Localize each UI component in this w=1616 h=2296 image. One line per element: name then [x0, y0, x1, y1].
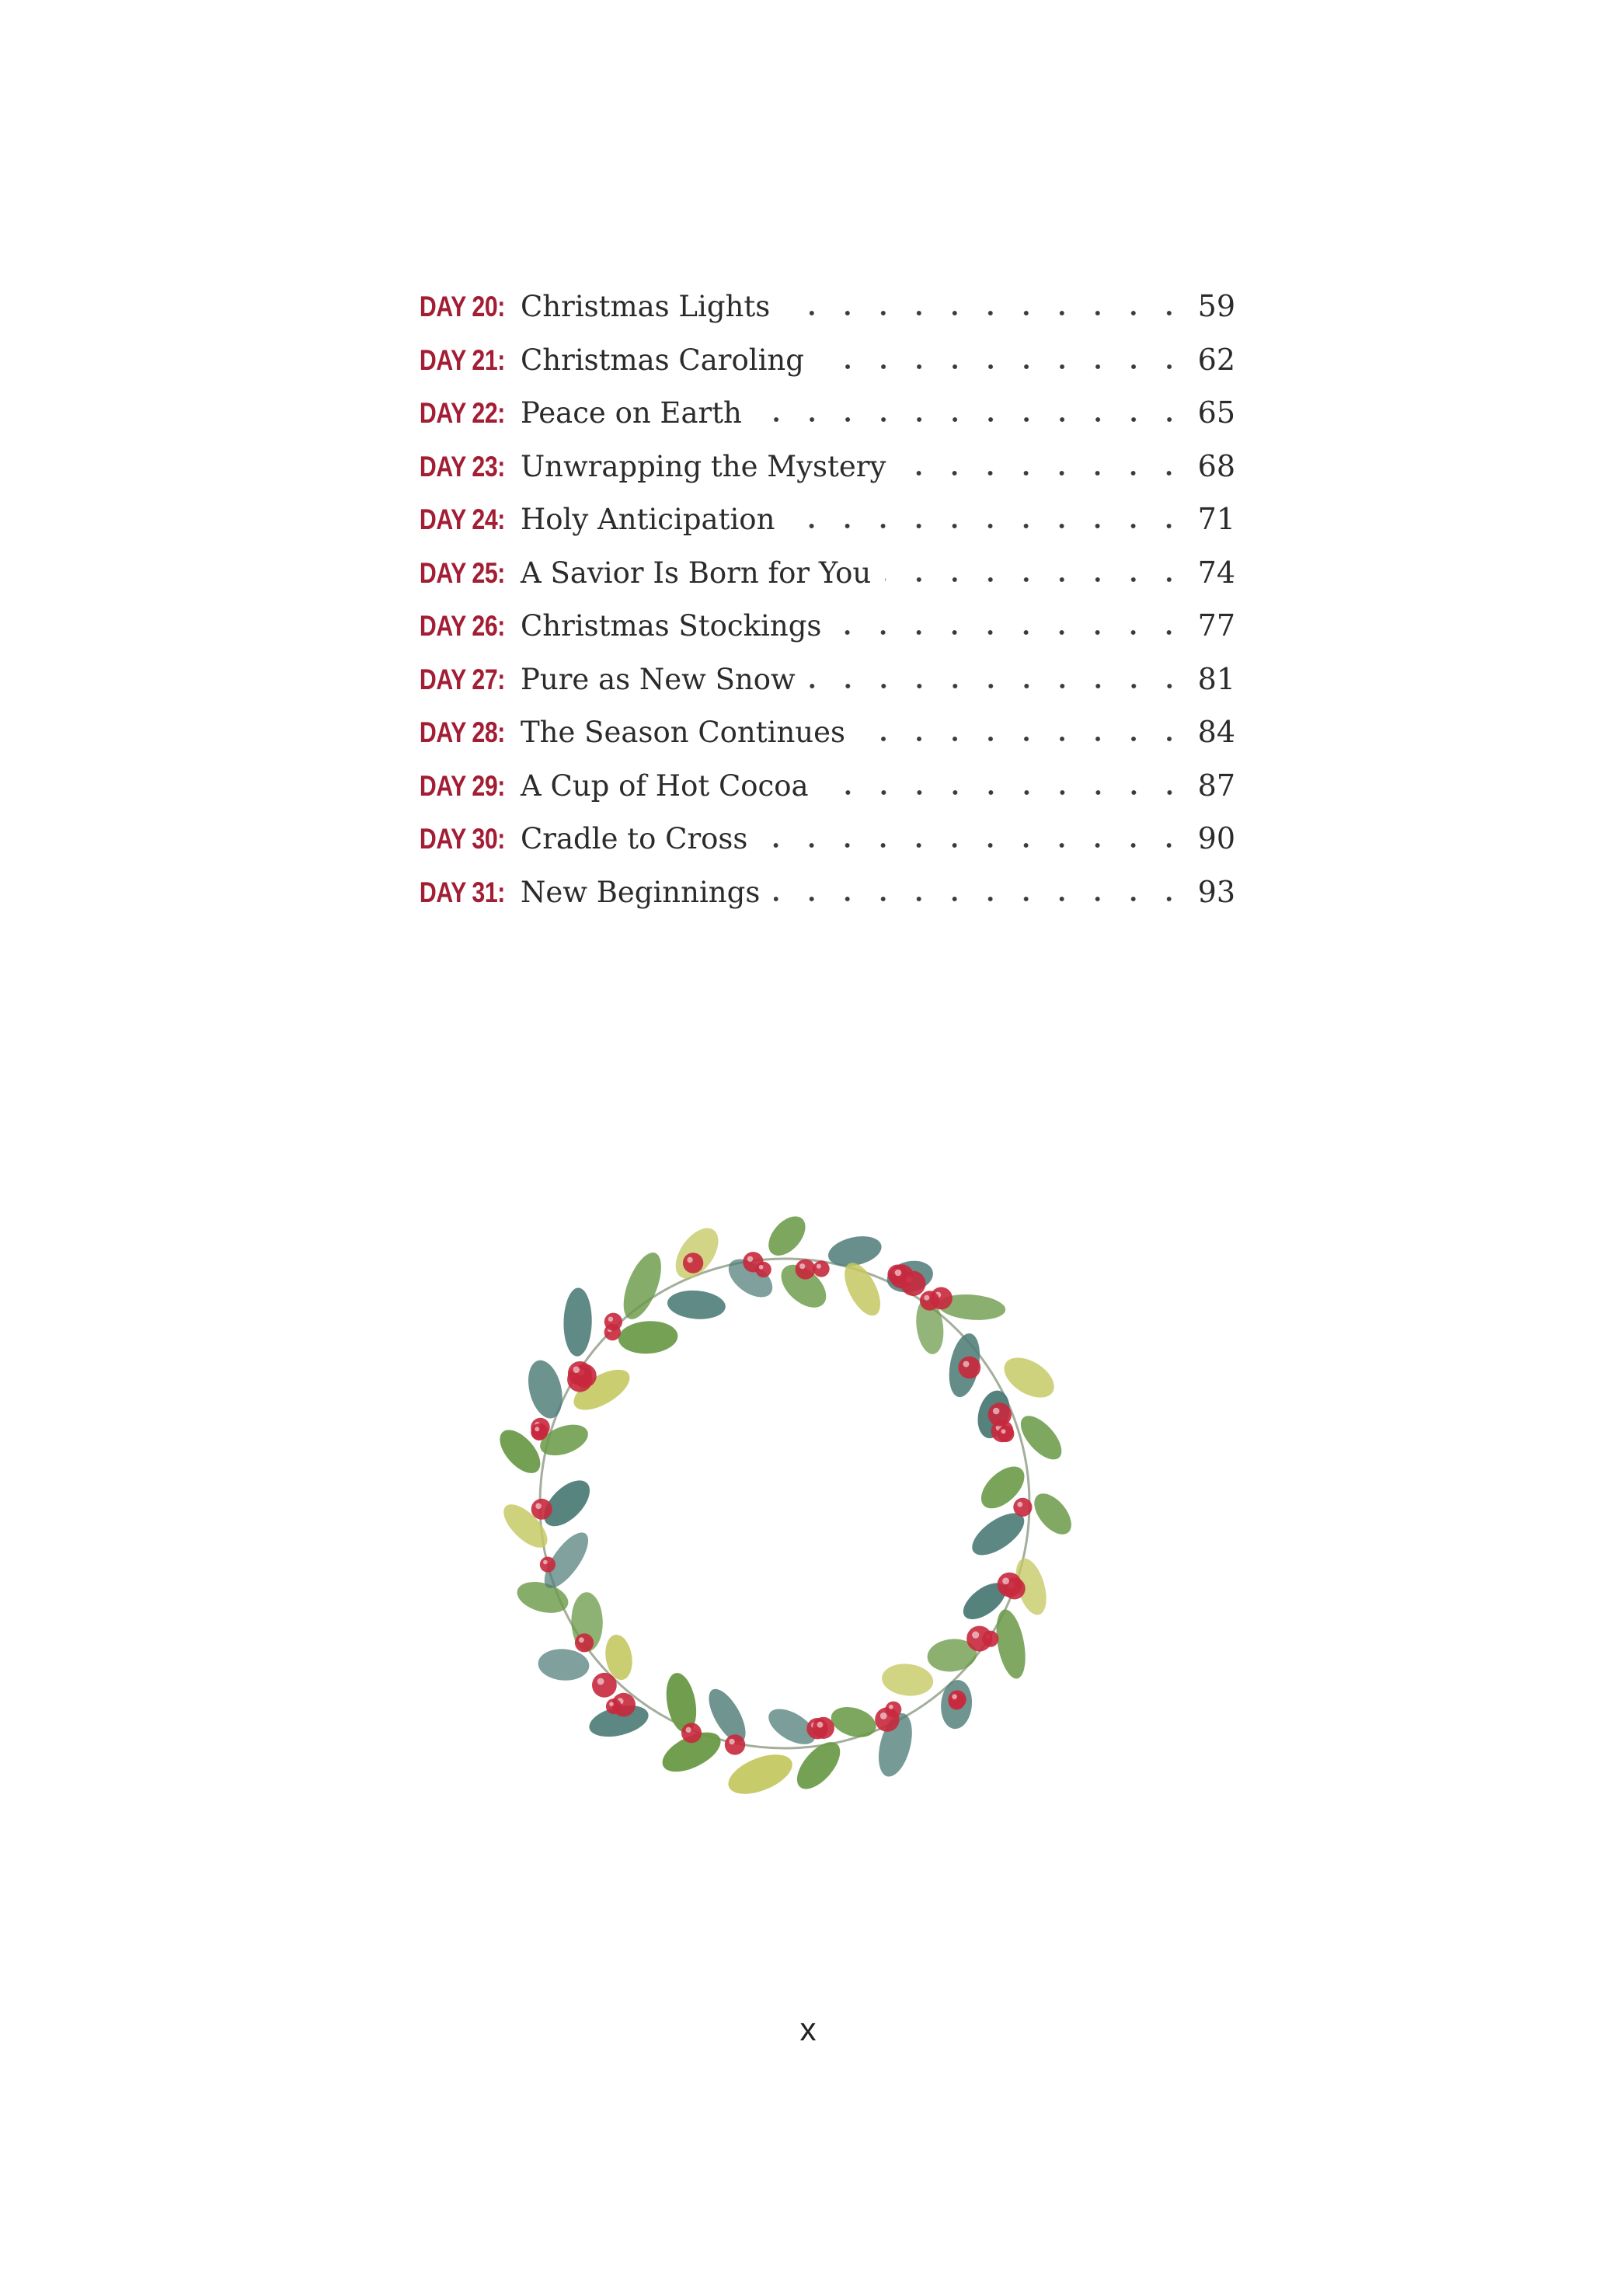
dot-leader — [774, 896, 1187, 902]
wreath-leaf — [991, 1607, 1030, 1681]
wreath-berry — [540, 1557, 556, 1573]
toc-entry-title: Pure as New Snow — [521, 662, 796, 696]
dot-leader — [818, 364, 1187, 370]
wreath-berry — [890, 1264, 914, 1288]
toc-entry-title: Holy Anticipation — [521, 503, 775, 536]
wreath-berry-highlight — [747, 1256, 753, 1262]
toc-entry — [388, 502, 1235, 556]
wreath-leaf — [1027, 1487, 1078, 1542]
wreath-leaf — [880, 1661, 935, 1698]
toc-entry-title: Cradle to Cross — [521, 822, 748, 855]
wreath-leaf — [667, 1221, 727, 1286]
toc-page-number: 93 — [1197, 874, 1235, 909]
wreath-leaf — [514, 1577, 572, 1618]
wreath-berry-highlight — [597, 1678, 604, 1685]
wreath-berry — [813, 1717, 834, 1739]
wreath-berry — [606, 1698, 622, 1714]
toc-day-label: DAY 20: — [419, 291, 505, 322]
toc-entry-title: Christmas Caroling — [521, 343, 804, 377]
wreath-berry — [681, 1723, 702, 1743]
wreath-berry — [998, 1573, 1022, 1597]
page-folio: x — [799, 2011, 817, 2047]
wreath-berry-highlight — [924, 1295, 929, 1301]
wreath-leaf — [789, 1735, 848, 1796]
wreath-berry-highlight — [889, 1705, 893, 1709]
table-of-contents — [388, 289, 1235, 928]
toc-page-number: 81 — [1197, 661, 1235, 696]
wreath-berry-highlight — [543, 1560, 548, 1565]
wreath-berry-highlight — [895, 1270, 902, 1277]
toc-page-number: 62 — [1197, 342, 1235, 377]
toc-entry-title: The Season Continues — [521, 716, 845, 749]
toc-page-number: 74 — [1197, 555, 1235, 590]
wreath-leaf — [1014, 1409, 1069, 1466]
wreath-berry-highlight — [686, 1727, 691, 1733]
toc-page-number: 90 — [1197, 821, 1235, 855]
wreath-berry — [948, 1690, 966, 1708]
wreath-berry-highlight — [579, 1637, 584, 1643]
wreath-berry-highlight — [1002, 1577, 1009, 1584]
toc-entry — [388, 875, 1235, 929]
wreath-berry — [796, 1259, 816, 1280]
toc-page-number: 59 — [1197, 289, 1235, 323]
toc-entry — [388, 343, 1235, 396]
wreath-berry — [575, 1633, 594, 1652]
wreath-berry — [1013, 1498, 1032, 1517]
toc-entry-title: A Cup of Hot Cocoa — [521, 768, 809, 803]
toc-entry-title: Christmas Stockings — [521, 609, 822, 643]
wreath-berry-highlight — [759, 1265, 764, 1270]
toc-day-label: DAY 21: — [419, 343, 505, 376]
toc-day-label: DAY 25: — [419, 556, 505, 589]
wreath-leaf — [761, 1210, 813, 1263]
toc-day-label: DAY 23: — [419, 450, 505, 483]
dot-leader — [823, 789, 1187, 796]
wreath-illustration — [454, 1173, 1115, 1834]
wreath-berry-highlight — [963, 1361, 970, 1367]
wreath-berry-highlight — [993, 1408, 1000, 1415]
wreath-berry-highlight — [573, 1367, 580, 1374]
toc-entry-title: Peace on Earth — [521, 396, 742, 430]
wreath-leaf — [667, 1288, 727, 1321]
dot-leader — [885, 577, 1187, 583]
wreath-leaf — [563, 1287, 593, 1357]
wreath-berry — [998, 1426, 1014, 1442]
toc-page-number: 65 — [1197, 395, 1235, 430]
wreath-berry-highlight — [535, 1503, 542, 1510]
toc-entry — [388, 449, 1235, 503]
toc-entry — [388, 715, 1235, 768]
wreath-berry-highlight — [817, 1264, 821, 1269]
toc-day-label: DAY 28: — [419, 716, 505, 748]
dot-leader — [835, 629, 1187, 636]
wreath-berry-highlight — [1017, 1502, 1022, 1507]
toc-entry-title: New Beginnings — [521, 875, 761, 909]
toc-day-label: DAY 27: — [419, 663, 505, 695]
wreath-leaf — [723, 1747, 797, 1802]
dot-leader — [789, 523, 1187, 529]
toc-page-number: 84 — [1197, 715, 1235, 749]
dot-leader — [784, 310, 1187, 316]
dot-leader — [810, 683, 1187, 689]
dot-leader — [859, 736, 1187, 742]
wreath-berry — [531, 1499, 552, 1520]
wreath-berry-highlight — [1001, 1429, 1006, 1434]
wreath-berry-highlight — [952, 1694, 957, 1699]
toc-entry — [388, 608, 1235, 662]
dot-leader — [756, 416, 1187, 423]
wreath-berry — [958, 1357, 980, 1379]
dot-leader — [900, 470, 1187, 476]
toc-page-number: 77 — [1197, 608, 1235, 643]
wreath-leaves — [493, 1210, 1078, 1803]
wreath-berry-highlight — [729, 1739, 734, 1744]
toc-page-number: 71 — [1197, 502, 1235, 536]
wreath-berry-highlight — [880, 1712, 887, 1719]
wreath-berry-highlight — [972, 1632, 979, 1639]
wreath-berry-highlight — [687, 1257, 692, 1263]
toc-day-label: DAY 31: — [419, 876, 505, 908]
wreath-berry — [531, 1423, 548, 1440]
wreath-berry — [683, 1253, 703, 1273]
toc-page-number: 87 — [1197, 768, 1235, 803]
wreath-berry-highlight — [799, 1263, 805, 1269]
toc-entry — [388, 395, 1235, 449]
wreath-berry — [568, 1361, 592, 1385]
toc-page-number: 68 — [1197, 448, 1235, 483]
toc-day-label: DAY 26: — [419, 610, 505, 642]
toc-entry — [388, 556, 1235, 609]
toc-entry — [388, 289, 1235, 343]
wreath-berry — [886, 1702, 902, 1718]
wreath-leaf — [616, 1248, 669, 1324]
wreath-leaf — [618, 1319, 679, 1355]
toc-day-label: DAY 22: — [419, 397, 505, 429]
wreath-berry — [813, 1260, 830, 1277]
wreath-berry-highlight — [535, 1427, 539, 1431]
wreath-berry-highlight — [817, 1722, 824, 1728]
wreath-berry — [755, 1262, 771, 1277]
wreath-berries — [531, 1252, 1032, 1755]
toc-entry-title: Christmas Lights — [521, 290, 771, 323]
wreath-berry — [725, 1734, 745, 1754]
toc-entry — [388, 768, 1235, 822]
wreath-berry-highlight — [609, 1702, 614, 1706]
wreath-leaf — [523, 1357, 568, 1422]
dot-leader — [761, 842, 1187, 848]
toc-entry-title: A Savior Is Born for You — [521, 556, 872, 590]
toc-entry — [388, 662, 1235, 716]
toc-day-label: DAY 29: — [419, 769, 505, 802]
toc-day-label: DAY 30: — [419, 823, 505, 855]
toc-day-label: DAY 24: — [419, 503, 505, 535]
wreath-berry — [592, 1673, 617, 1698]
wreath-berry — [988, 1402, 1012, 1426]
wreath-berry — [604, 1313, 622, 1331]
wreath-leaf — [537, 1647, 590, 1682]
toc-entry — [388, 821, 1235, 875]
toc-entry-title: Unwrapping the Mystery — [521, 449, 886, 483]
wreath-leaf — [827, 1702, 880, 1742]
wreath-berry — [966, 1626, 992, 1652]
wreath-berry — [920, 1291, 939, 1310]
wreath-berry-highlight — [608, 1317, 613, 1322]
